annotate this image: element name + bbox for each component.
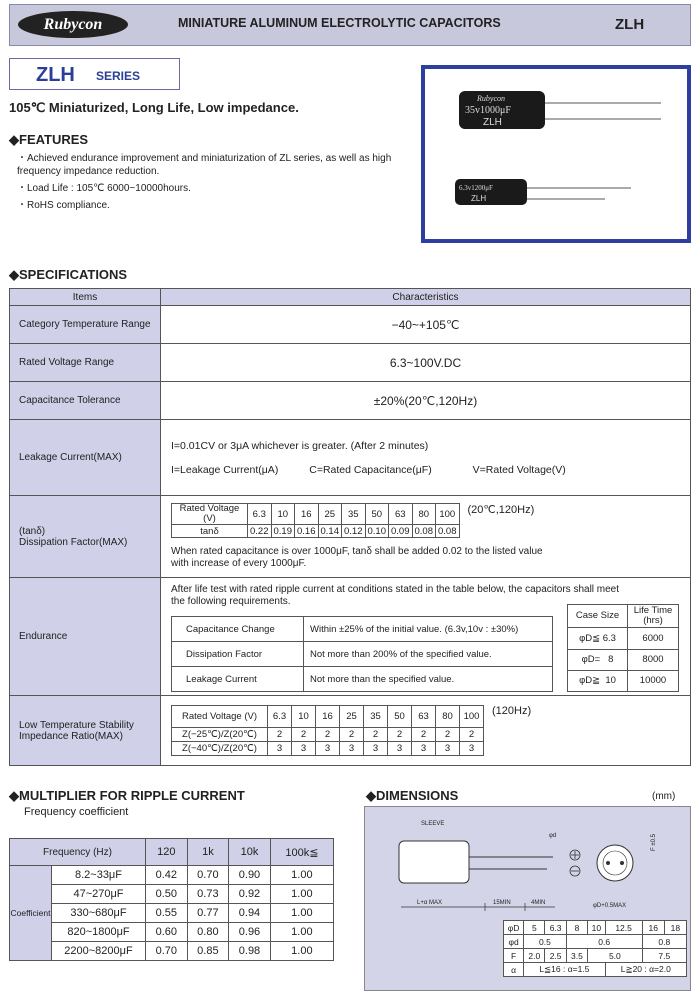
dim-d: 10 [588, 921, 605, 935]
features-title: ◆FEATURES [9, 132, 89, 147]
coef: 0.90 [229, 866, 271, 885]
dim-f: 2.0 [524, 949, 545, 963]
df-val: 0.08 [436, 525, 460, 538]
lt-volt: 80 [436, 706, 460, 728]
lt-val: 3 [436, 742, 460, 756]
df-volt: 10 [271, 504, 295, 525]
lt-val: 2 [412, 728, 436, 742]
header-series-code: ZLH [615, 16, 645, 33]
coef: 0.85 [187, 942, 229, 961]
row-label: Capacitance Tolerance [10, 382, 161, 420]
phid05-label: φD+0.5MAX [593, 903, 627, 909]
lt-condition: (120Hz) [492, 705, 532, 717]
coef: 0.73 [187, 885, 229, 904]
dimension-drawing [365, 807, 690, 922]
lt-val: 2 [268, 728, 292, 742]
cap-range: 8.2~33μF [52, 866, 146, 885]
row-label [10, 496, 161, 578]
coef: 0.77 [187, 904, 229, 923]
tolerance-value: ±20%(20℃,120Hz) [161, 382, 691, 420]
coef: 0.80 [187, 923, 229, 942]
end-view-outline [597, 845, 633, 881]
coef: 0.60 [146, 923, 188, 942]
col-header-items: Items [10, 289, 161, 306]
coef: 0.92 [229, 885, 271, 904]
freq-col: 1k [187, 839, 229, 866]
endurance-intro: the following requirements. [171, 596, 291, 607]
min15-label: 15MIN [493, 900, 511, 906]
coef: 0.42 [146, 866, 188, 885]
lt-volt: 100 [460, 706, 484, 728]
dim-f: 2.5 [545, 949, 566, 963]
df-val: 0.22 [248, 525, 272, 538]
lt-val: 2 [292, 728, 316, 742]
tagline: 105℃ Miniaturized, Long Life, Low impedance. [9, 100, 299, 115]
row-label: Category Temperature Range [10, 306, 161, 344]
life-hours: 10000 [628, 670, 679, 691]
df-val: 0.14 [318, 525, 342, 538]
row-label [10, 696, 161, 766]
coef: 1.00 [270, 866, 333, 885]
freq-col: 120 [146, 839, 188, 866]
freq-head: Frequency (Hz) [10, 839, 146, 866]
dim-d: 8 [566, 921, 587, 935]
df-volt: 80 [412, 504, 436, 525]
lt-val: 2 [340, 728, 364, 742]
cap-range: 330~680μF [52, 904, 146, 923]
lt-volt: 16 [316, 706, 340, 728]
life-head-time: Life Time (hrs) [628, 605, 679, 628]
dim-alpha-label: α [504, 963, 524, 977]
df-volt: 6.3 [248, 504, 272, 525]
feature-item: ・Load Life : 105℃ 6000~10000hours. [17, 183, 191, 194]
cap2-series: ZLH [471, 194, 487, 203]
lt-val: 3 [364, 742, 388, 756]
dim-f-label: F [504, 949, 524, 963]
df-volt: 16 [295, 504, 319, 525]
dim-d: 12.5 [605, 921, 642, 935]
df-label: Dissipation Factor(MAX) [19, 536, 128, 548]
dimension-table [503, 920, 687, 977]
cap-range: 820~1800μF [52, 923, 146, 942]
df-volt: 25 [318, 504, 342, 525]
row-label: Endurance [10, 578, 161, 696]
lt-val: 3 [316, 742, 340, 756]
lt-val: 2 [364, 728, 388, 742]
f05-label: F ±0.5 [651, 834, 657, 851]
dimensions-unit: (mm) [652, 791, 676, 802]
dim-phid-label: φd [504, 935, 524, 949]
series-code: ZLH [36, 64, 75, 86]
dim-alpha: L≦16 : α=1.5 [524, 963, 605, 977]
dim-phid: 0.5 [524, 935, 567, 949]
df-val: 0.10 [365, 525, 389, 538]
multiplier-title: ◆MULTIPLIER FOR RIPPLE CURRENT [9, 788, 245, 803]
dim-d: 5 [524, 921, 545, 935]
series-word: SERIES [96, 69, 141, 83]
product-photo [421, 65, 691, 243]
series-box [9, 58, 180, 90]
dim-phid: 0.8 [642, 935, 686, 949]
df-volt: 63 [389, 504, 413, 525]
endurance-key: Capacitance Change [172, 617, 304, 642]
df-volt: 50 [365, 504, 389, 525]
df-val: 0.16 [295, 525, 319, 538]
life-head-case: Case Size [568, 605, 628, 628]
feature-item: ・RoHS compliance. [17, 200, 110, 211]
lt-val: 3 [340, 742, 364, 756]
df-val: 0.12 [342, 525, 366, 538]
col-header-characteristics: Characteristics [161, 289, 691, 306]
freq-col: 100k≦ [270, 839, 333, 866]
endurance-intro: After life test with rated ripple current at conditions stated in the table below, the capacitors shall meet [171, 584, 620, 595]
lt-val: 3 [292, 742, 316, 756]
voltage-range-value: 6.3~100V.DC [161, 344, 691, 382]
leakage-cell [161, 420, 691, 496]
multiplier-subtitle: Frequency coefficient [24, 806, 129, 818]
coef: 0.96 [229, 923, 271, 942]
leakage-c: C=Rated Capacitance(μF) [309, 463, 432, 476]
df-val: 0.08 [412, 525, 436, 538]
coef: 0.70 [187, 866, 229, 885]
life-time-table [567, 604, 679, 692]
dim-f: 5.0 [588, 949, 643, 963]
dim-alpha: L≧20 : α=2.0 [605, 963, 686, 977]
lt-volt: 10 [292, 706, 316, 728]
specifications-table [9, 288, 691, 766]
min4-label: 4MIN [531, 900, 546, 906]
coef: 1.00 [270, 885, 333, 904]
dim-d: 6.3 [545, 921, 566, 935]
coef: 1.00 [270, 904, 333, 923]
coef: 1.00 [270, 923, 333, 942]
lt-val: 3 [268, 742, 292, 756]
row-label: Leakage Current(MAX) [10, 420, 161, 496]
lt-val: 2 [316, 728, 340, 742]
endurance-cell [161, 578, 691, 696]
cap1-text: 35v1000μF [465, 105, 511, 116]
lt-row-label: Z(−40℃)/Z(20℃) [172, 742, 268, 756]
cap-range: 47~270μF [52, 885, 146, 904]
leakage-i: I=Leakage Current(μA) [171, 463, 279, 476]
temp-range-value: −40~+105℃ [161, 306, 691, 344]
df-condition: (20℃,120Hz) [467, 504, 535, 516]
endurance-table [171, 616, 553, 692]
multiplier-table [9, 838, 334, 961]
df-label-tan: (tanδ) [19, 525, 46, 537]
life-case: φD≧ 10 [568, 670, 628, 691]
capacitor-body-small [455, 179, 527, 205]
endurance-key: Leakage Current [172, 667, 304, 692]
life-case: φD= 8 [568, 649, 628, 670]
dim-f: 7.5 [642, 949, 686, 963]
dimensions-title: ◆DIMENSIONS [366, 788, 459, 803]
feature-item: ・Achieved endurance improvement and miniaturization of ZL series, as well as high frequency impedance reduction. [17, 153, 392, 177]
capacitor-outline [399, 841, 469, 883]
cap-range: 2200~8200μF [52, 942, 146, 961]
lt-volt: 63 [412, 706, 436, 728]
df-head: Rated Voltage (V) [172, 504, 248, 525]
lt-val: 3 [460, 742, 484, 756]
leakage-v: V=Rated Voltage(V) [472, 463, 566, 476]
df-cell [161, 496, 691, 578]
df-volt: 35 [342, 504, 366, 525]
lt-head: Rated Voltage (V) [172, 706, 268, 728]
endurance-value: Not more than 200% of the specified value. [304, 642, 553, 667]
specifications-title: ◆SPECIFICATIONS [9, 267, 128, 282]
life-case: φD≦ 6.3 [568, 628, 628, 649]
coefficient-label: Coefficient [10, 866, 52, 961]
lt-val: 2 [388, 728, 412, 742]
df-volt: 100 [436, 504, 460, 525]
endurance-key: Dissipation Factor [172, 642, 304, 667]
df-val: 0.19 [271, 525, 295, 538]
lmax-label: L+α MAX [417, 900, 442, 906]
leakage-formula: I=0.01CV or 3μA whichever is greater. (After 2 minutes) [171, 439, 429, 452]
dim-d-label: φD [504, 921, 524, 935]
df-row-label: tanδ [172, 525, 248, 538]
lt-volt: 35 [364, 706, 388, 728]
df-val: 0.09 [389, 525, 413, 538]
df-note: with increase of every 1000μF. [171, 558, 307, 569]
lt-val: 2 [460, 728, 484, 742]
cap2-text: 6.3v1200μF [459, 184, 493, 192]
coef: 0.98 [229, 942, 271, 961]
df-note: When rated capacitance is over 1000μF, tanδ shall be added 0.02 to the listed value [171, 546, 543, 557]
freq-col: 10k [229, 839, 271, 866]
lt-row-label: Z(−25℃)/Z(20℃) [172, 728, 268, 742]
row-label: Rated Voltage Range [10, 344, 161, 382]
coef: 0.94 [229, 904, 271, 923]
low-temp-table [171, 705, 484, 756]
df-table [171, 503, 460, 538]
leakage-legend [171, 458, 690, 482]
coef: 1.00 [270, 942, 333, 961]
lt-volt: 50 [388, 706, 412, 728]
phid-label: φd [549, 833, 557, 839]
dim-f: 3.5 [566, 949, 587, 963]
coef: 0.55 [146, 904, 188, 923]
lt-val: 3 [388, 742, 412, 756]
dim-phid: 0.6 [566, 935, 642, 949]
cap1-brand: Rubycon [477, 94, 505, 103]
life-hours: 8000 [628, 649, 679, 670]
lt-volt: 6.3 [268, 706, 292, 728]
lt-volt: 25 [340, 706, 364, 728]
brand-logo: Rubycon [18, 11, 128, 38]
endurance-value: Not more than the specified value. [304, 667, 553, 692]
low-temp-cell [161, 696, 691, 766]
coef: 0.70 [146, 942, 188, 961]
dim-d: 16 [642, 921, 664, 935]
lt-val: 3 [412, 742, 436, 756]
sleeve-label: SLEEVE [421, 821, 445, 827]
endurance-value: Within ±25% of the initial value. (6.3v,10v : ±30%) [304, 617, 553, 642]
coef: 0.50 [146, 885, 188, 904]
lt-label: Impedance Ratio(MAX) [19, 730, 123, 742]
life-hours: 6000 [628, 628, 679, 649]
header-title: MINIATURE ALUMINUM ELECTROLYTIC CAPACITORS [178, 16, 501, 30]
lt-label: Low Temperature Stability [19, 719, 134, 731]
capacitor-illustration [425, 69, 687, 239]
dimensions-panel [364, 806, 691, 991]
lt-val: 2 [436, 728, 460, 742]
cap1-series: ZLH [483, 117, 502, 128]
dim-d: 18 [664, 921, 686, 935]
